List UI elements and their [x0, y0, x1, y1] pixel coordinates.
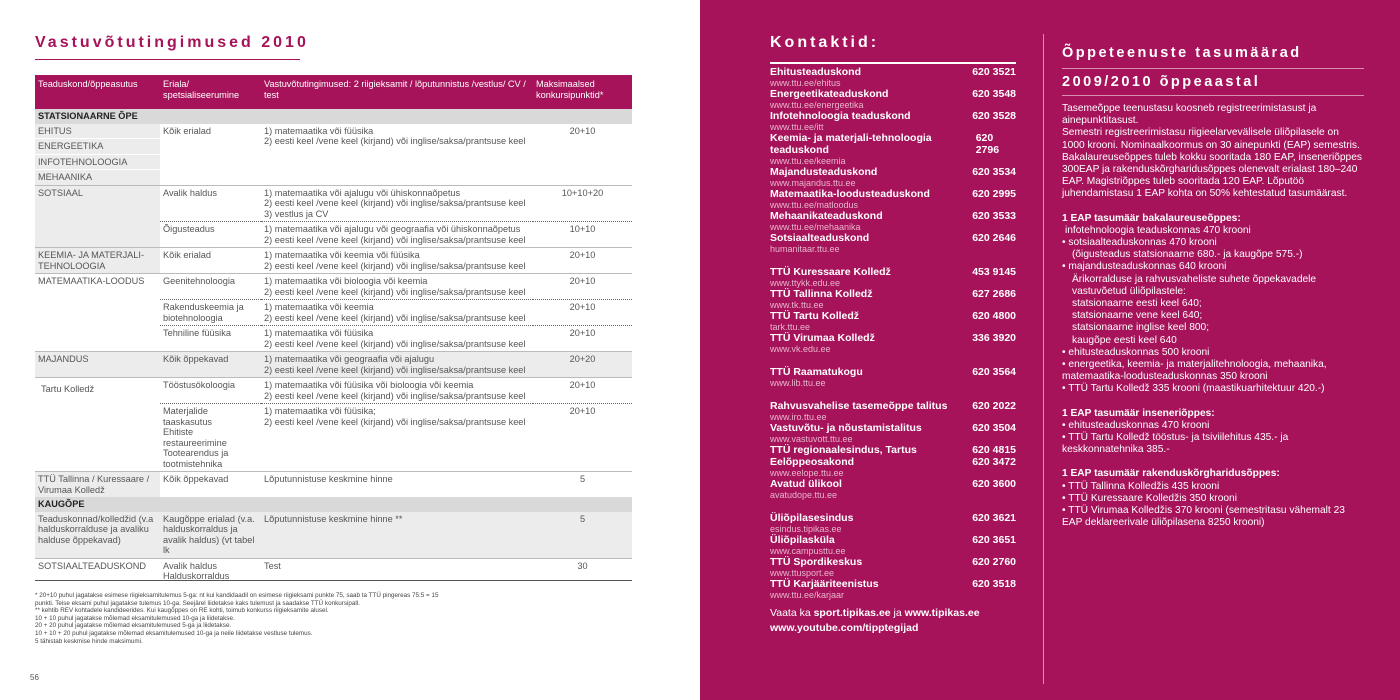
contact-url[interactable]: www.campusttu.ee — [770, 546, 846, 556]
table-row: Rakenduskeemia ja biotehnoloogia 1) matemaatika või keemia 2) eesti keel /vene keel (kirjand) või inglise/saksa/prantsuse keel 20+10 — [35, 300, 632, 326]
points-cell: 20+10 — [569, 125, 596, 136]
contact-name: Avatud ülikool — [770, 478, 842, 490]
contact-url[interactable]: www.ttu.ee/mehaanika — [770, 222, 861, 232]
fee-subitem: (õigusteadus statsionaarne 680.- ja kaugõpe 575.-) — [1072, 249, 1303, 261]
contact-url[interactable]: avatudope.ttu.ee — [770, 490, 838, 500]
contact-phone: 620 3528 — [972, 110, 1016, 122]
contacts-spacer — [770, 500, 1016, 512]
table-row: Tehniline füüsika 1) matemaatika või füüsika 2) eesti keel /vene keel (kirjand) või inglise/saksa/prantsuse keel 20+10 — [35, 326, 632, 352]
contact-phone: 620 3521 — [972, 66, 1016, 78]
contact-name: Keemia- ja materjali-tehnoloogia teaduskond — [770, 132, 932, 156]
fee-item: • majandusteaduskonnas 640 krooni — [1062, 261, 1362, 273]
footer-text: Vaata ka — [770, 607, 811, 619]
contact-name: Üliõpilasküla — [770, 534, 835, 546]
conditions-cell: 1) matemaatika või füüsika 2) eesti keel /vene keel (kirjand) või inglise/saksa/prantsuse keel — [264, 125, 526, 146]
contact-url[interactable]: humanitaar.ttu.ee — [770, 244, 840, 254]
bachelor-fees-heading: 1 EAP tasumäär bakalaureuseõppes: — [1062, 212, 1241, 224]
section-row: STATSIONAARNE ÕPE — [35, 109, 632, 124]
admission-table — [35, 75, 632, 584]
contact-name: TTÜ Spordikeskus — [770, 556, 863, 568]
specialty-cell: Kõik erialad — [163, 125, 212, 136]
page-number: 56 — [30, 673, 39, 682]
fee-item: • energeetika, keemia- ja materjalitehnoloogia, mehaanika, matemaatika-loodusteaduskonnas 350 krooni — [1062, 359, 1362, 383]
contact-item — [770, 66, 1016, 78]
contact-item — [770, 88, 1016, 100]
contact-url[interactable]: www.ttu.ee/ehitus — [770, 78, 841, 88]
contact-name: Sotsiaalteaduskond — [770, 232, 870, 244]
faculty-cell: EHITUS ENERGEETIKA INFOTEHNOLOOGIA MEHAANIKA — [35, 124, 160, 186]
contact-phone: 620 3651 — [972, 534, 1016, 546]
contact-name: Rahvusvahelise tasemeõppe talitus — [770, 400, 948, 412]
contact-name: Eelõppeosakond — [770, 456, 855, 468]
contact-name: TTÜ Raamatukogu — [770, 366, 863, 378]
header-faculty: Teaduskond/õppeasutus — [35, 75, 160, 109]
contact-phone: 620 2022 — [972, 400, 1016, 412]
contact-url[interactable]: www.lib.ttu.ee — [770, 378, 826, 388]
contact-item — [770, 444, 1016, 456]
table-row: Materjalide taaskasutus Ehitiste restaureerimine Tootearendus ja tootmistehnika 1) matemaatika või füüsika; 2) eesti keel /vene keel (kirjand) või inglise/saksa/prantsuse keel 20+10 — [35, 404, 632, 472]
contact-url[interactable]: www.vk.edu.ee — [770, 344, 831, 354]
fee-item: • TTÜ Kuressaare Kolledžis 350 krooni — [1062, 493, 1362, 505]
contact-url[interactable]: www.ttusport.ee — [770, 568, 835, 578]
contact-url[interactable]: www.tk.ttu.ee — [770, 300, 824, 310]
contacts-list — [770, 62, 1016, 636]
contact-phone: 620 2646 — [972, 232, 1016, 244]
contact-phone: 620 4815 — [972, 444, 1016, 456]
contact-phone: 620 3600 — [972, 478, 1016, 490]
engineer-fees-heading: 1 EAP tasumäär inseneriõppes: — [1062, 407, 1215, 419]
contact-url[interactable]: www.vastuvott.ttu.ee — [770, 434, 853, 444]
contact-name: Ehitusteaduskond — [770, 66, 862, 78]
fees-text: Tasemeõppe teenustasu koosneb registreerimistasust ja ainepunktitasust. Semestri registreerimistasu riigieelarveväliselе üliõpilasele on 1000 krooni. Nominaalkoormus on 30 ainepunkti (EAP) semestris. Bakalaureuseõppes tuleb kokku sooritada 180 EAP, inseneriõppes 300EAP ja rakenduskõrgharidusõppes olenevalt erialast 180–240 EAP. Magistriõppes tuleb sooritada 120 EAP. Lõputöö juhendamistasu 1 EAP kohta on 50% kehtestatud tasumäärast. 1 EAP tasumäär bakalaureuseõppes: infotehnoloogia teaduskonnas 470 krooni • sotsiaalteaduskonnas 470 krooni (õigusteadus statsionaarne 680.- ja kaugõpe 575.-) • majandusteaduskonnas 640 krooni Ärikorralduse ja rahvusvaheliste suhete õppekavadele vastuvõetud üliõpilastele: statsionaarne eesti keel 640; statsionaarne vene keel 640; statsionaarne inglise keel 800; kaugõpe eesti keel 640 • ehitusteaduskonnas 500 krooni • energeetika, keemia- ja materjalitehnoloogia, mehaanika, matemaatika-loodusteaduskonnas 350 krooni • TTÜ Tartu Kolledž 335 krooni (maastikuarhitektuur 420.-) 1 EAP tasumäär inseneriõppes: • ehitusteaduskonnas 470 krooni • TTÜ Tartu Kolledž tööstus- ja tsiviilehitus 435.- ja keskkonnatehnika 385.- 1 EAP tasumäär rakenduskõrgharidusõppes: • TTÜ Tallinna Kolledžis 435 krooni • TTÜ Kuressaare Kolledžis 350 krooni • TTÜ Virumaa Kolledžis 370 krooni (semestritasu vähemalt 23 EAP deklareerivale üliõpilasena 8250 krooni) — [1062, 103, 1362, 530]
contact-item — [770, 110, 1016, 122]
contact-name: Infotehnoloogia teaduskond — [770, 110, 911, 122]
contact-phone: 336 3920 — [972, 332, 1016, 344]
contacts-title: Kontaktid: — [770, 34, 880, 51]
contact-item — [770, 132, 1016, 156]
table-row: TTÜ Tallinna / Kuressaare / Virumaa Kolledž Kõik õppekavad Lõputunnistuse keskmine hinne 5 — [35, 472, 632, 498]
fee-item: • ehitusteaduskonnas 470 krooni — [1062, 420, 1362, 432]
contact-url[interactable]: tark.ttu.ee — [770, 322, 811, 332]
engineer-fees-list — [1062, 420, 1362, 457]
contact-url[interactable]: www.ttykk.edu.ee — [770, 278, 841, 288]
footer-link-sport[interactable]: sport.tipikas.ee — [813, 607, 891, 619]
table-row: Tartu Kolledž Tööstusökoloogia 1) matemaatika või füüsika või bioloogia või keemia 2) eesti keel /vene keel (kirjand) või inglise/saksa/prantsuse keel 20+10 — [35, 378, 632, 404]
right-page — [700, 0, 1400, 700]
table-row — [35, 124, 632, 186]
contacts-spacer — [770, 388, 1016, 400]
contact-phone: 453 9145 — [972, 266, 1016, 278]
contact-item — [770, 578, 1016, 590]
contact-name: Matemaatika-loodusteaduskond — [770, 188, 930, 200]
applied-fees-heading: 1 EAP tasumäär rakenduskõrgharidusõppes: — [1062, 468, 1280, 480]
contact-phone: 620 3548 — [972, 88, 1016, 100]
contact-item — [770, 400, 1016, 412]
contact-item — [770, 332, 1016, 344]
contact-url[interactable]: www.iro.ttu.ee — [770, 412, 827, 422]
contact-item — [770, 166, 1016, 178]
fee-subitem: Ärikorralduse ja rahvusvaheliste suhete õppekavadele vastuvõetud üliõpilastele: — [1072, 273, 1317, 297]
contact-name: TTÜ Virumaa Kolledž — [770, 332, 875, 344]
contacts-footer — [770, 606, 1016, 636]
column-divider — [1043, 34, 1044, 684]
contact-phone: 620 3564 — [972, 366, 1016, 378]
header-specialty: Eriala/ spetsialiseerumine — [160, 75, 261, 109]
contact-item — [770, 534, 1016, 546]
contact-name: Üliõpilasesindus — [770, 512, 854, 524]
contact-phone: 620 3472 — [972, 456, 1016, 468]
bachelor-fees-list — [1062, 237, 1362, 396]
contact-phone: 620 3533 — [972, 210, 1016, 222]
fee-item: • TTÜ Virumaa Kolledžis 370 krooni (semestritasu vähemalt 23 EAP deklareerivale üliõpilasena 8250 krooni) — [1062, 505, 1362, 529]
contact-url[interactable]: www.ttu.ee/keemia — [770, 156, 846, 166]
table-row: Õigusteadus 1) matemaatika või ajalugu või geograafia või ühiskonnaõpetus 2) eesti keel /vene keel (kirjand) või inglise/saksa/prantsuse keel 10+10 — [35, 222, 632, 248]
fee-item: • ehitusteaduskonnas 500 krooni — [1062, 347, 1362, 359]
footer-and: ja — [893, 607, 902, 619]
contacts-spacer — [770, 254, 1016, 266]
contact-item — [770, 266, 1016, 278]
contact-item — [770, 512, 1016, 524]
fees-title: Õppeteenuste tasumäärad 2009/2010 õppeaastal — [1062, 40, 1364, 96]
contact-item — [770, 310, 1016, 322]
table-row: SOTSIAALTEADUSKOND Avalik haldus Halduskorraldus Test 30 — [35, 558, 632, 584]
table-row: SOTSIAAL Avalik haldus 1) matemaatika või ajalugu või ühiskonnaõpetus 2) eesti keel /vene keel (kirjand) või inglise/saksa/prantsuse keel 3) vestlus ja CV 10+10+20 — [35, 185, 632, 222]
table-row: Teaduskonnad/kolledžid (v.a halduskorralduse ja avaliku halduse õppekavad) Kaugõppe erialad (v.a. halduskorraldus ja avalik haldus) (vt tabel lk Lõputunnistuse keskmine hinne ** 5 — [35, 512, 632, 559]
title-rule — [35, 59, 300, 60]
contact-item — [770, 478, 1016, 490]
contact-phone: 620 3518 — [972, 578, 1016, 590]
contact-url[interactable]: www.ttu.ee/itt — [770, 122, 824, 132]
fee-item: • sotsiaalteaduskonnas 470 krooni — [1062, 237, 1362, 249]
table-row: MAJANDUS Kõik õppekavad 1) matemaatika või geograafia või ajalugu 2) eesti keel /vene keel (kirjand) või inglise/saksa/prantsuse keel 20+20 — [35, 352, 632, 378]
contact-item — [770, 210, 1016, 222]
contact-name: Vastuvõtu- ja nõustamistalitus — [770, 422, 922, 434]
contact-item — [770, 456, 1016, 468]
contact-phone: 620 3621 — [972, 512, 1016, 524]
footnotes: * 20+10 puhul jagatakse esimese riigieksamitulemus 5-ga: nt kui kandidaadil on esimese riigieksami punkte 75, saab ta TTÜ pingereas 75:5 = 15 punkti. Teise eksami puhul jagatakse tulemus 10-ga. Seejärel liidetakse kaks tulemust ja saadakse TTÜ konkursipall. ** kehtib REV kohtadele kandideerides. Kui kaugõppes on RE kohti, toimub konkurss riigieksamite alusel. 10 + 10 puhul jagatakse mõlemad eksamitulemused 10-ga ja liidetakse. 20 + 20 puhul jagatakse mõlemad eksamitulemused 5-ga ja liidetakse. 10 + 10 + 20 puhul jagatakse mõlemad eksamitulemused 10-ga ja neile liidetakse vestluse tulemus. 5 tähistab keskmise hinde maksimumi. — [35, 592, 439, 645]
contact-name: TTÜ Kuressaare Kolledž — [770, 266, 891, 278]
contact-name: Majandusteaduskond — [770, 166, 878, 178]
contact-name: Energeetikateaduskond — [770, 88, 889, 100]
contact-phone: 620 4800 — [972, 310, 1016, 322]
page-title: Vastuvõtutingimused 2010 — [35, 34, 309, 51]
table-row: KEEMIA- JA MATERJALI-TEHNOLOOGIA Kõik erialad 1) matemaatika või keemia või füüsika 2) eesti keel /vene keel (kirjand) või inglise/saksa/prantsuse keel 20+10 — [35, 248, 632, 274]
contact-url[interactable]: esindus.tipikas.ee — [770, 524, 842, 534]
contacts-spacer — [770, 354, 1016, 366]
header-points: Maksimaalsed konkursipunktid* — [533, 75, 632, 109]
contact-url[interactable]: www.ttu.ee/karjaar — [770, 590, 845, 600]
contact-phone: 620 2995 — [972, 188, 1016, 200]
fee-subitem: statsionaarne eesti keel 640; — [1072, 298, 1202, 310]
contact-item — [770, 366, 1016, 378]
contact-phone: 627 2686 — [972, 288, 1016, 300]
contact-name: TTÜ Tallinna Kolledž — [770, 288, 873, 300]
contact-phone: 620 2760 — [972, 556, 1016, 568]
contact-url[interactable]: www.ttu.ee/matloodus — [770, 200, 859, 210]
fee-item: • TTÜ Tartu Kolledž 335 krooni (maastikuarhitektuur 420.-) — [1062, 383, 1362, 395]
contact-item — [770, 422, 1016, 434]
contact-phone: 620 3504 — [972, 422, 1016, 434]
contact-item — [770, 288, 1016, 300]
footer-link-youtube[interactable]: www.youtube.com/tipptegijad — [770, 622, 919, 634]
contact-item — [770, 188, 1016, 200]
fee-subitem: kaugõpe eesti keel 640 — [1072, 334, 1177, 346]
footer-link-tipikas[interactable]: www.tipikas.ee — [904, 607, 980, 619]
table-header — [35, 75, 632, 109]
contact-url[interactable]: www.eelope.ttu.ee — [770, 468, 844, 478]
table-footer-rule — [35, 580, 632, 581]
contact-name: TTÜ regionaalesindus, Tartus — [770, 444, 917, 456]
contact-item — [770, 556, 1016, 568]
fee-item: • TTÜ Tartu Kolledž tööstus- ja tsiviilehitus 435.- ja keskkonnatehnika 385.- — [1062, 432, 1362, 456]
contact-item — [770, 232, 1016, 244]
contact-phone: 620 2796 — [975, 132, 1000, 156]
fee-subitem: statsionaarne inglise keel 800; — [1072, 322, 1210, 334]
header-conditions: Vastuvõtutingimused: 2 riigieksamit / lõputunnistus /vestlus/ CV / test — [261, 75, 533, 109]
fee-subitem: statsionaarne vene keel 640; — [1072, 310, 1203, 322]
contact-url[interactable]: www.ttu.ee/energeetika — [770, 100, 864, 110]
section-row: KAUGÕPE — [35, 497, 632, 512]
fee-item: • TTÜ Tallinna Kolledžis 435 krooni — [1062, 481, 1362, 493]
contact-name: TTÜ Tartu Kolledž — [770, 310, 860, 322]
contact-url[interactable]: www.majandus.ttu.ee — [770, 178, 856, 188]
applied-fees-list — [1062, 481, 1362, 530]
contact-name: Mehaanikateaduskond — [770, 210, 883, 222]
contact-phone: 620 3534 — [972, 166, 1016, 178]
contact-name: TTÜ Karjääriteenistus — [770, 578, 879, 590]
table-row: MATEMAATIKA-LOODUS Geenitehnoloogia 1) matemaatika või bioloogia või keemia 2) eesti keel /vene keel (kirjand) või inglise/saksa/prantsuse keel 20+10 — [35, 274, 632, 300]
